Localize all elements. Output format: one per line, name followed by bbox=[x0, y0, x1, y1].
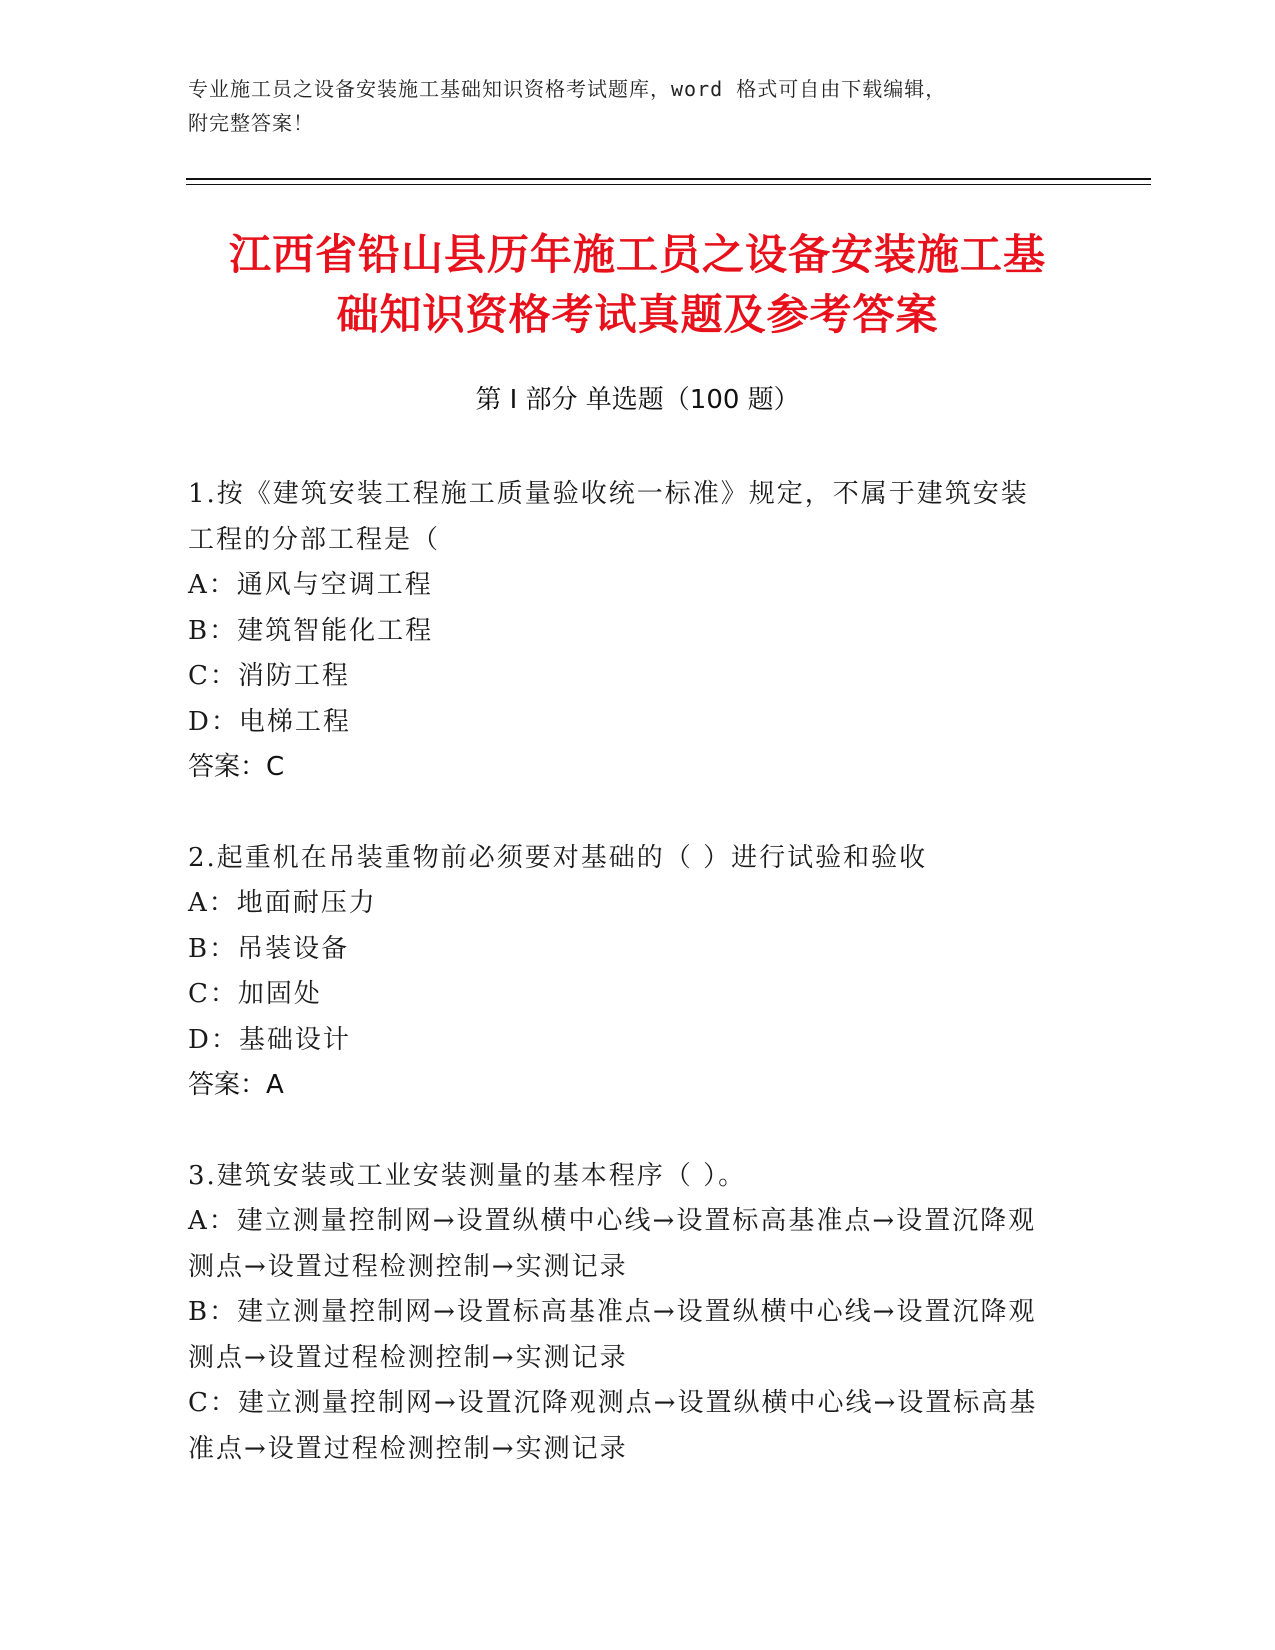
option-a: A：通风与空调工程 bbox=[188, 570, 433, 600]
answer-line: 答案：A bbox=[188, 1070, 284, 1100]
header-rule-thick bbox=[186, 178, 1151, 180]
option-d: D：基础设计 bbox=[188, 1024, 351, 1055]
question-1 bbox=[188, 472, 1088, 791]
option-b: B：建筑智能化工程 bbox=[188, 615, 434, 646]
option-a-continued: 测点→设置过程检测控制→实测记录 bbox=[188, 1251, 628, 1282]
option-c: C：建立测量控制网→设置沉降观测点→设置纵横中心线→设置标高基 bbox=[188, 1388, 1038, 1418]
header-note-line-1: 专业施工员之设备安装施工基础知识资格考试题库，word 格式可自由下载编辑， bbox=[188, 77, 947, 101]
question-stem: 1.按《建筑安装工程施工质量验收统一标准》规定，不属于建筑安装 bbox=[188, 479, 1029, 509]
option-a: A：地面耐压力 bbox=[188, 888, 377, 918]
header-rule-thin bbox=[186, 184, 1151, 185]
question-stem: 3.建筑安装或工业安装测量的基本程序（ ）。 bbox=[188, 1160, 747, 1191]
question-2 bbox=[188, 836, 1088, 1109]
option-d: D：电梯工程 bbox=[188, 706, 351, 737]
title-line-2: 础知识资格考试真题及参考答案 bbox=[336, 290, 939, 339]
question-stem: 2.起重机在吊装重物前必须要对基础的（ ）进行试验和验收 bbox=[188, 842, 928, 873]
section-heading: 第 I 部分 单选题（100 题） bbox=[475, 385, 800, 415]
option-c-continued: 准点→设置过程检测控制→实测记录 bbox=[188, 1433, 628, 1464]
document-title bbox=[150, 225, 1125, 345]
question-list bbox=[188, 472, 1088, 1517]
option-a: A：建立测量控制网→设置纵横中心线→设置标高基准点→设置沉降观 bbox=[188, 1206, 1037, 1236]
option-b: B：吊装设备 bbox=[188, 933, 350, 964]
option-c: C：加固处 bbox=[188, 979, 322, 1009]
answer-line: 答案：C bbox=[188, 752, 285, 782]
header-note bbox=[188, 72, 1068, 140]
title-line-1: 江西省铅山县历年施工员之设备安装施工基 bbox=[228, 230, 1046, 279]
option-c: C：消防工程 bbox=[188, 661, 350, 691]
header-note-line-2: 附完整答案！ bbox=[188, 111, 314, 135]
option-b-continued: 测点→设置过程检测控制→实测记录 bbox=[188, 1342, 628, 1373]
question-stem-continued: 工程的分部工程是（ bbox=[188, 524, 441, 555]
question-3 bbox=[188, 1154, 1088, 1473]
option-b: B：建立测量控制网→设置标高基准点→设置纵横中心线→设置沉降观 bbox=[188, 1297, 1037, 1327]
